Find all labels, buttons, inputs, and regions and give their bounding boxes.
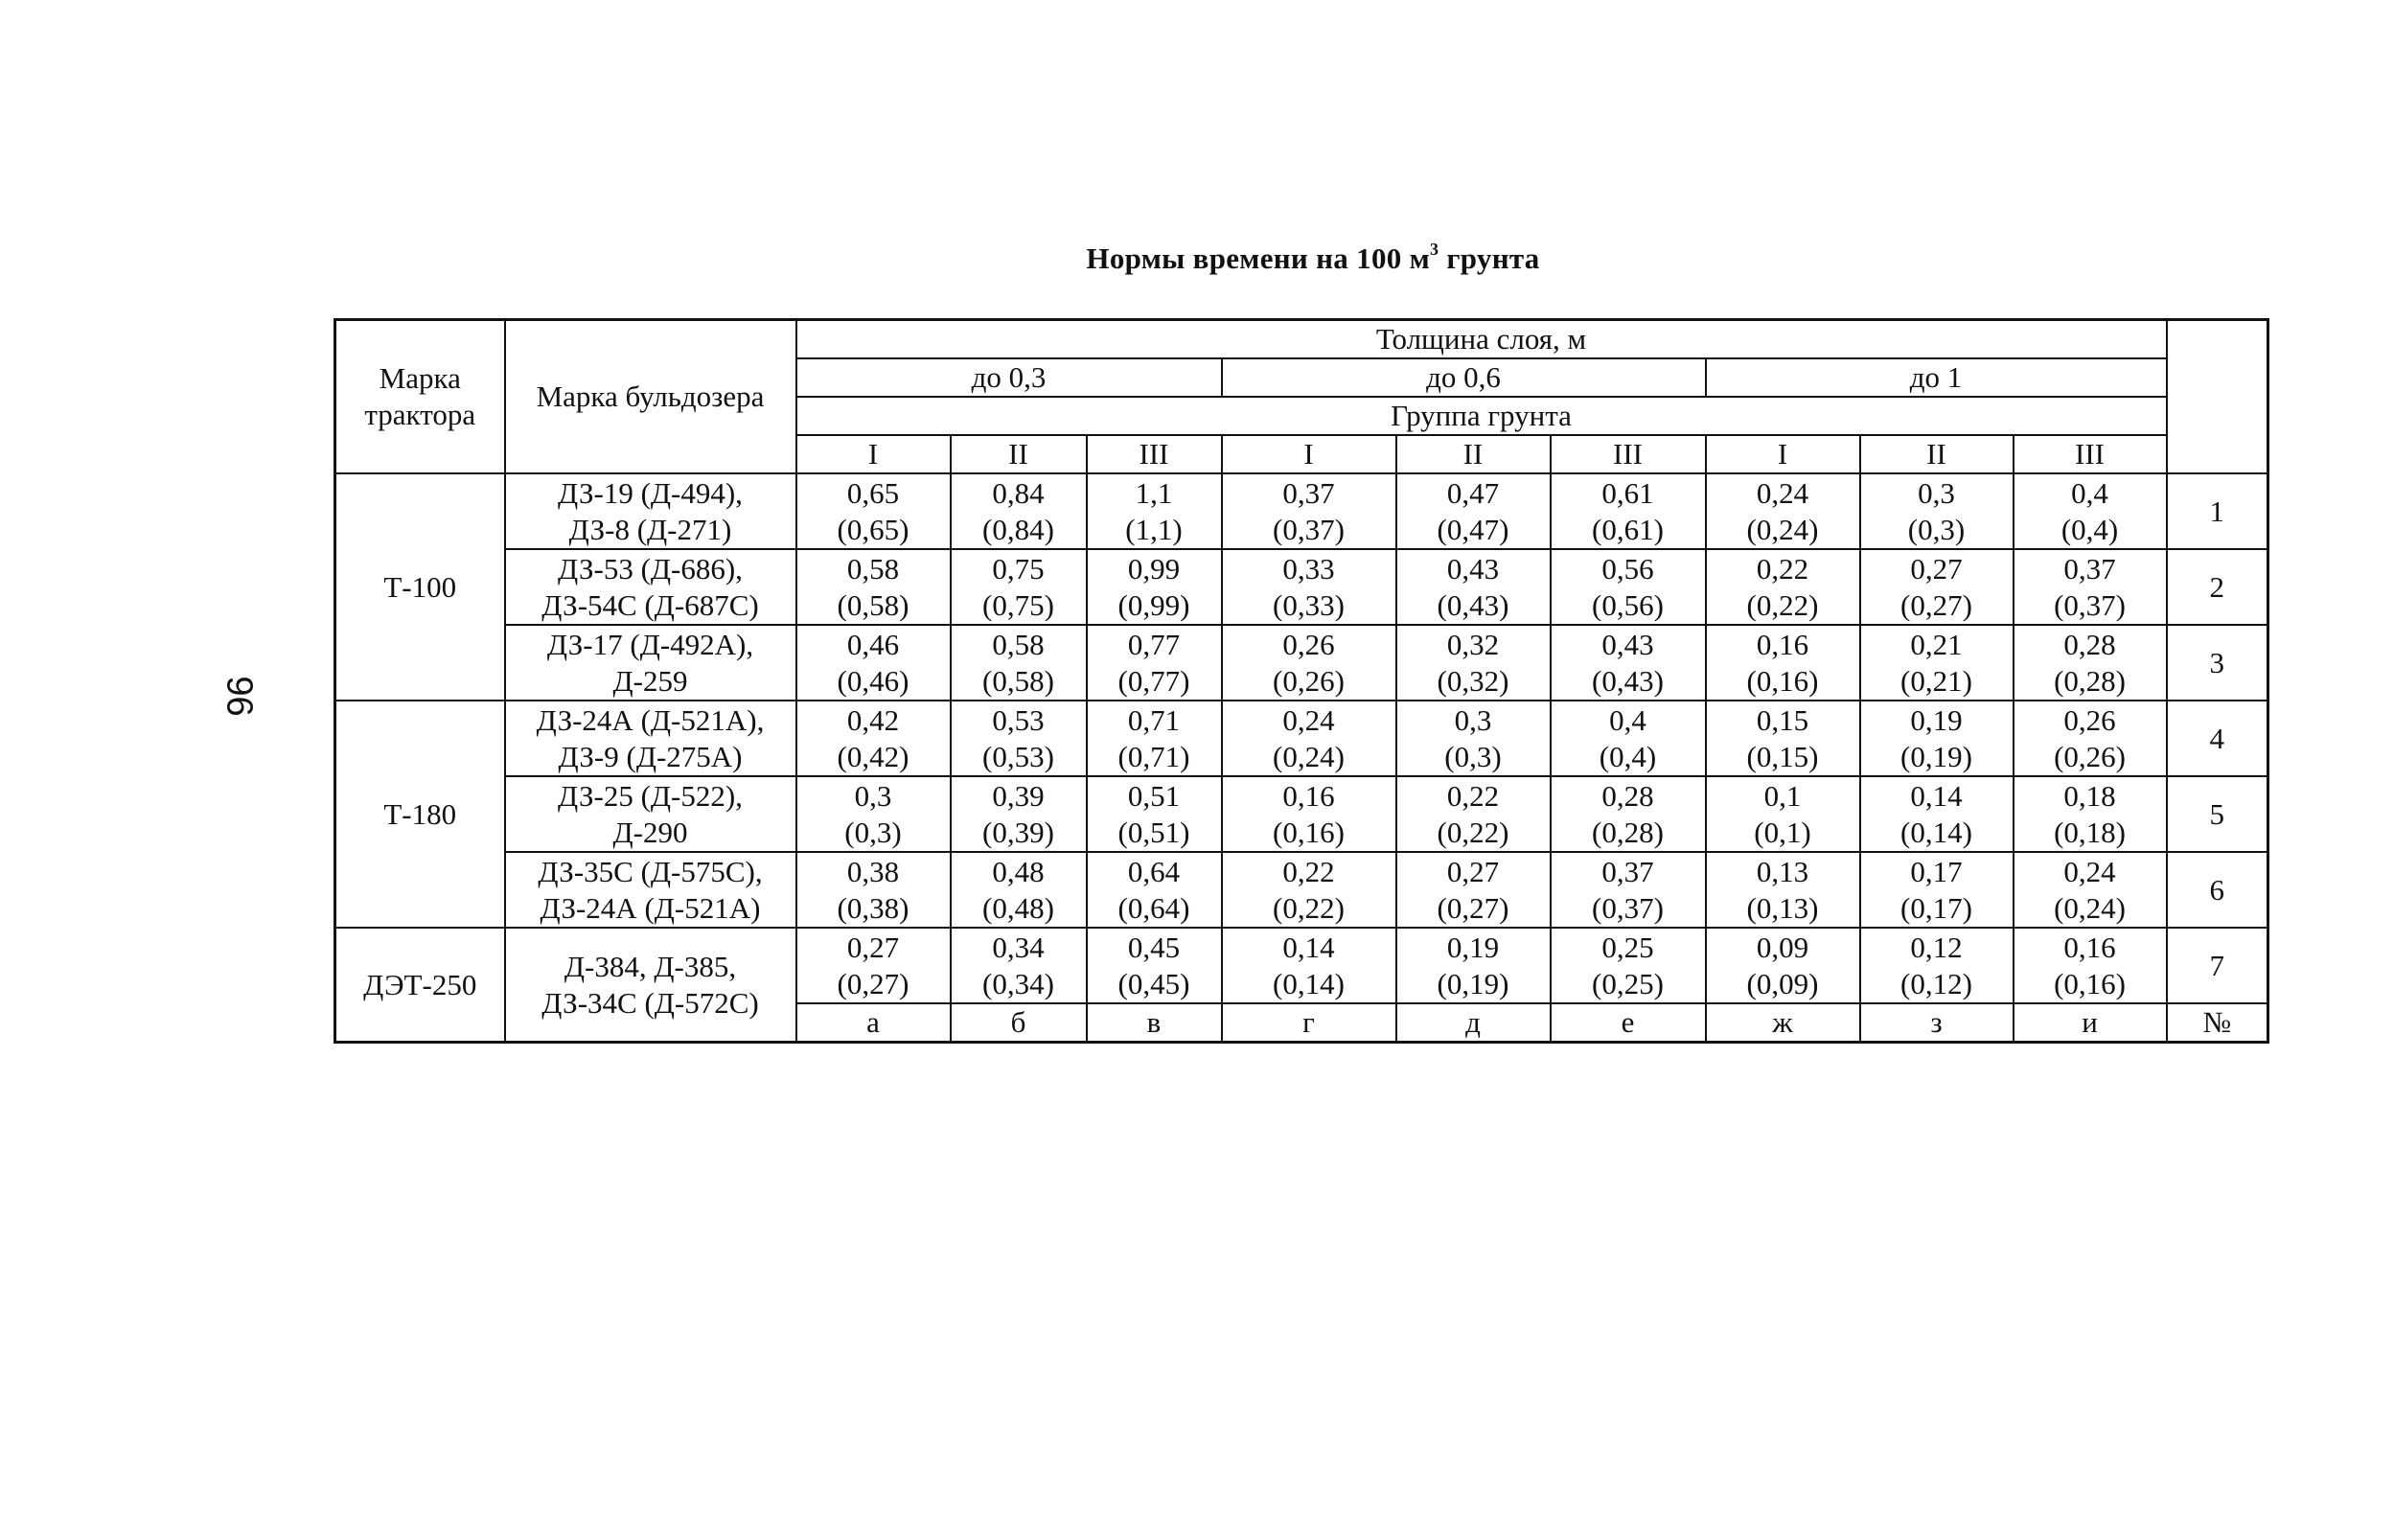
table-row — [335, 928, 2268, 1003]
norm-value-paren: (0,17) — [1900, 890, 1972, 925]
column-letter-cell: г — [1222, 1003, 1396, 1043]
norm-value-paren: (0,19) — [1437, 966, 1509, 1000]
column-letter-cell: ж — [1706, 1003, 1860, 1043]
norm-value: 0,64 — [1127, 854, 1181, 888]
header-no-column — [2167, 320, 2268, 474]
bulldozer-brand-line: Д-259 — [612, 663, 688, 698]
row-number-cell: 3 — [2167, 625, 2268, 701]
norm-value-paren: (0,26) — [1273, 663, 1345, 698]
norm-value: 0,53 — [992, 702, 1045, 737]
norm-value-cell — [2014, 625, 2167, 701]
norm-value: 0,77 — [1127, 627, 1181, 661]
norm-value: 0,16 — [2063, 930, 2116, 964]
norm-value-paren: (0,99) — [1117, 587, 1190, 622]
header-tractor-brand: Марка трактора — [335, 320, 505, 474]
norm-value-cell — [1222, 852, 1396, 928]
table-row — [335, 549, 2268, 625]
norm-value-paren: (1,1) — [1125, 512, 1183, 546]
norm-value-cell — [951, 701, 1087, 776]
bulldozer-brand-line: ДЗ-25 (Д-522), — [558, 778, 743, 813]
norm-value-paren: (0,12) — [1900, 966, 1972, 1000]
norm-value-paren: (0,27) — [837, 966, 909, 1000]
norm-value-paren: (0,21) — [1900, 663, 1972, 698]
norm-value: 0,1 — [1763, 778, 1802, 813]
norm-value: 0,24 — [2063, 854, 2116, 888]
header-soil-class: I — [796, 435, 951, 473]
norm-value-cell — [951, 473, 1087, 549]
norm-value-cell — [1551, 776, 1706, 852]
norm-value-paren: (0,45) — [1117, 966, 1190, 1000]
bulldozer-brand-line: ДЗ-53 (Д-686), — [558, 551, 743, 586]
norm-value-cell — [796, 928, 951, 1003]
norm-value-cell — [796, 701, 951, 776]
table-title — [0, 241, 2394, 276]
norm-value-cell — [1396, 473, 1551, 549]
norm-value: 0,37 — [1601, 854, 1654, 888]
row-number-cell: 2 — [2167, 549, 2268, 625]
norm-value: 0,65 — [846, 475, 900, 510]
norm-value: 0,27 — [846, 930, 900, 964]
column-letter-cell: и — [2014, 1003, 2167, 1043]
norm-value: 0,26 — [1282, 627, 1335, 661]
norm-value-paren: (0,43) — [1437, 587, 1509, 622]
norm-value: 0,71 — [1127, 702, 1181, 737]
norm-value: 0,84 — [992, 475, 1045, 510]
header-soil-class: I — [1706, 435, 1860, 473]
header-soil-class: III — [1551, 435, 1706, 473]
norm-value: 0,32 — [1446, 627, 1500, 661]
norm-value: 0,37 — [2063, 551, 2116, 586]
norm-value-paren: (0,3) — [1907, 512, 1966, 546]
norm-value-paren: (0,51) — [1117, 815, 1190, 849]
tractor-brand-cell: Т-180 — [335, 701, 505, 928]
norm-value-cell — [1396, 701, 1551, 776]
norm-value-cell — [1551, 549, 1706, 625]
norm-value-paren: (0,26) — [2054, 739, 2126, 773]
bulldozer-brand-line: ДЗ-24А (Д-521А) — [540, 890, 761, 925]
norm-value: 0,12 — [1910, 930, 1963, 964]
bulldozer-brand-line: ДЗ-19 (Д-494), — [558, 475, 743, 510]
norm-value-cell — [951, 549, 1087, 625]
norm-value-cell — [796, 852, 951, 928]
bulldozer-brand-cell — [505, 701, 796, 776]
header-row-1 — [335, 320, 2268, 359]
row-number-cell: 1 — [2167, 473, 2268, 549]
norm-value-cell — [1706, 473, 1860, 549]
bulldozer-brand-line: ДЗ-9 (Д-275А) — [558, 739, 743, 773]
bulldozer-brand-cell — [505, 473, 796, 549]
norm-value: 0,3 — [854, 778, 892, 813]
norm-value-cell — [1087, 701, 1222, 776]
norm-value-paren: (0,47) — [1437, 512, 1509, 546]
norm-value-cell — [1396, 852, 1551, 928]
header-soil-class: III — [2014, 435, 2167, 473]
norm-value-paren: (0,4) — [1599, 739, 1657, 773]
norm-value-paren: (0,84) — [982, 512, 1054, 546]
norm-value-paren: (0,16) — [1746, 663, 1819, 698]
norm-value-cell — [1860, 701, 2014, 776]
title-superscript: 3 — [1430, 240, 1439, 259]
column-letter-cell: е — [1551, 1003, 1706, 1043]
norm-value: 0,19 — [1910, 702, 1963, 737]
norm-value-cell — [1222, 549, 1396, 625]
norm-value-paren: (0,22) — [1273, 890, 1345, 925]
norm-value-cell — [1860, 625, 2014, 701]
bulldozer-brand-cell — [505, 776, 796, 852]
norm-value-paren: (0,33) — [1273, 587, 1345, 622]
norm-value: 1,1 — [1135, 475, 1173, 510]
norm-value-cell — [1551, 473, 1706, 549]
norm-value-paren: (0,48) — [982, 890, 1054, 925]
norm-value: 0,4 — [2071, 475, 2108, 510]
norm-value: 0,39 — [992, 778, 1045, 813]
table-row — [335, 701, 2268, 776]
norm-value-paren: (0,18) — [2054, 815, 2126, 849]
norm-value-paren: (0,39) — [982, 815, 1054, 849]
header-soil-class: II — [1396, 435, 1551, 473]
norm-value-cell — [1706, 625, 1860, 701]
norm-value: 0,75 — [992, 551, 1045, 586]
row-number-cell: 7 — [2167, 928, 2268, 1003]
bulldozer-brand-line: ДЗ-34С (Д-572С) — [541, 985, 759, 1020]
norm-value-paren: (0,14) — [1273, 966, 1345, 1000]
norm-value-cell — [2014, 473, 2167, 549]
bulldozer-brand-line: Д-290 — [612, 815, 688, 849]
norm-value: 0,42 — [846, 702, 900, 737]
norm-value: 0,43 — [1601, 627, 1654, 661]
header-soil-class: II — [1860, 435, 2014, 473]
norm-value: 0,09 — [1756, 930, 1809, 964]
norm-value-paren: (0,25) — [1592, 966, 1664, 1000]
column-letter-cell: з — [1860, 1003, 2014, 1043]
norm-value: 0,25 — [1601, 930, 1654, 964]
norm-value-cell — [1551, 928, 1706, 1003]
row-number-cell: 6 — [2167, 852, 2268, 928]
norm-value: 0,16 — [1756, 627, 1809, 661]
norm-value-cell — [1860, 549, 2014, 625]
norm-value: 0,27 — [1910, 551, 1963, 586]
norm-value-cell — [796, 776, 951, 852]
bulldozer-brand-line: ДЗ-54С (Д-687С) — [541, 587, 759, 622]
bulldozer-brand-line: ДЗ-17 (Д-492А), — [546, 627, 754, 661]
norm-value: 0,34 — [992, 930, 1045, 964]
bulldozer-brand-line: ДЗ-24А (Д-521А), — [536, 702, 765, 737]
norm-value-paren: (0,27) — [1900, 587, 1972, 622]
norm-value-cell — [1551, 625, 1706, 701]
norm-value-paren: (0,16) — [1273, 815, 1345, 849]
norm-value-cell — [1396, 776, 1551, 852]
norm-value: 0,18 — [2063, 778, 2116, 813]
norm-value-cell — [1706, 701, 1860, 776]
table-row — [335, 625, 2268, 701]
norm-value: 0,58 — [992, 627, 1045, 661]
norm-value-cell — [1860, 776, 2014, 852]
norm-value: 0,37 — [1282, 475, 1335, 510]
norm-value-cell — [1087, 776, 1222, 852]
bulldozer-brand-cell — [505, 928, 796, 1043]
norm-value-cell — [1860, 473, 2014, 549]
norm-value-cell — [1087, 549, 1222, 625]
norm-value-cell — [1222, 701, 1396, 776]
norm-value-cell — [796, 625, 951, 701]
norm-value-cell — [1087, 473, 1222, 549]
norm-value: 0,56 — [1601, 551, 1654, 586]
norm-value: 0,22 — [1446, 778, 1500, 813]
norm-value-cell — [1706, 928, 1860, 1003]
norm-value-paren: (0,58) — [982, 663, 1054, 698]
norm-value-cell — [1396, 928, 1551, 1003]
norm-value-cell — [2014, 776, 2167, 852]
norm-value: 0,28 — [2063, 627, 2116, 661]
norm-value-paren: (0,37) — [2054, 587, 2126, 622]
norm-value-cell — [1860, 852, 2014, 928]
norm-value-cell — [1222, 776, 1396, 852]
norm-value-cell — [1087, 625, 1222, 701]
norm-value-paren: (0,77) — [1117, 663, 1190, 698]
norm-value-paren: (0,53) — [982, 739, 1054, 773]
norm-value: 0,99 — [1127, 551, 1181, 586]
header-thickness-group: до 1 — [1706, 358, 2167, 397]
norm-value-cell — [1860, 928, 2014, 1003]
norm-value-cell — [2014, 928, 2167, 1003]
norm-value-cell — [1087, 852, 1222, 928]
norm-value: 0,24 — [1282, 702, 1335, 737]
norm-value-paren: (0,27) — [1437, 890, 1509, 925]
norm-value-paren: (0,58) — [837, 587, 909, 622]
column-letter-cell: д — [1396, 1003, 1551, 1043]
bulldozer-brand-line: ДЗ-8 (Д-271) — [568, 512, 732, 546]
norm-value-paren: (0,56) — [1592, 587, 1664, 622]
bulldozer-brand-line: Д-384, Д-385, — [564, 949, 737, 983]
norm-value-paren: (0,24) — [1273, 739, 1345, 773]
norm-value-paren: (0,15) — [1746, 739, 1819, 773]
tractor-brand-cell: ДЭТ-250 — [335, 928, 505, 1043]
norm-value: 0,21 — [1910, 627, 1963, 661]
norm-value: 0,16 — [1282, 778, 1335, 813]
norm-value-paren: (0,3) — [844, 815, 902, 849]
norm-value-cell — [2014, 701, 2167, 776]
norm-value: 0,17 — [1910, 854, 1963, 888]
norm-value-cell — [1087, 928, 1222, 1003]
column-letter-cell: а — [796, 1003, 951, 1043]
norm-value-cell — [951, 776, 1087, 852]
norms-table — [334, 318, 2269, 1044]
header-soil-class: III — [1087, 435, 1222, 473]
header-soil-group: Группа грунта — [796, 397, 2167, 435]
norm-value-cell — [2014, 549, 2167, 625]
norm-value: 0,48 — [992, 854, 1045, 888]
norm-value: 0,46 — [846, 627, 900, 661]
norm-value-paren: (0,75) — [982, 587, 1054, 622]
norm-value-paren: (0,13) — [1746, 890, 1819, 925]
header-layer-thickness: Толщина слоя, м — [796, 320, 2167, 359]
no-label-cell: № — [2167, 1003, 2268, 1043]
title-text: Нормы времени на 100 м — [1086, 241, 1431, 275]
norm-value-paren: (0,22) — [1746, 587, 1819, 622]
bulldozer-brand-cell — [505, 549, 796, 625]
norm-value: 0,27 — [1446, 854, 1500, 888]
norm-value-paren: (0,34) — [982, 966, 1054, 1000]
norm-value-cell — [796, 549, 951, 625]
norm-value-paren: (0,37) — [1592, 890, 1664, 925]
norm-value-paren: (0,19) — [1900, 739, 1972, 773]
table-row — [335, 473, 2268, 549]
norm-value: 0,47 — [1446, 475, 1500, 510]
title-suffix: грунта — [1439, 241, 1540, 275]
norm-value: 0,33 — [1282, 551, 1335, 586]
norm-value-paren: (0,65) — [837, 512, 909, 546]
norm-value-paren: (0,37) — [1273, 512, 1345, 546]
norm-value-paren: (0,46) — [837, 663, 909, 698]
tractor-brand-cell: Т-100 — [335, 473, 505, 701]
bulldozer-brand-cell — [505, 852, 796, 928]
norm-value-cell — [1551, 701, 1706, 776]
norm-value-cell — [1706, 776, 1860, 852]
norm-value-paren: (0,71) — [1117, 739, 1190, 773]
norm-value-cell — [1222, 473, 1396, 549]
header-soil-class: I — [1222, 435, 1396, 473]
norm-value-paren: (0,61) — [1592, 512, 1664, 546]
norm-value-cell — [1706, 549, 1860, 625]
norm-value-paren: (0,3) — [1444, 739, 1502, 773]
bulldozer-brand-line: ДЗ-35С (Д-575С), — [538, 854, 763, 888]
norm-value: 0,22 — [1282, 854, 1335, 888]
norm-value-paren: (0,38) — [837, 890, 909, 925]
norm-value-cell — [2014, 852, 2167, 928]
norm-value-paren: (0,24) — [2054, 890, 2126, 925]
norm-value-paren: (0,28) — [2054, 663, 2126, 698]
norm-value-cell — [1551, 852, 1706, 928]
norm-value: 0,43 — [1446, 551, 1500, 586]
norm-value-cell — [1396, 625, 1551, 701]
norm-value-cell — [951, 625, 1087, 701]
norm-value-paren: (0,32) — [1437, 663, 1509, 698]
norm-value-paren: (0,43) — [1592, 663, 1664, 698]
column-letter-cell: в — [1087, 1003, 1222, 1043]
norm-value: 0,51 — [1127, 778, 1181, 813]
norm-value: 0,26 — [2063, 702, 2116, 737]
norm-value: 0,58 — [846, 551, 900, 586]
table-row — [335, 852, 2268, 928]
row-number-cell: 4 — [2167, 701, 2268, 776]
norm-value-cell — [951, 928, 1087, 1003]
bulldozer-brand-cell — [505, 625, 796, 701]
norm-value-paren: (0,1) — [1754, 815, 1811, 849]
norm-value-paren: (0,64) — [1117, 890, 1190, 925]
norm-value-paren: (0,14) — [1900, 815, 1972, 849]
norm-value: 0,45 — [1127, 930, 1181, 964]
norm-value-paren: (0,28) — [1592, 815, 1664, 849]
header-bulldozer-brand: Марка бульдозера — [505, 320, 796, 474]
norm-value: 0,61 — [1601, 475, 1654, 510]
header-thickness-group: до 0,3 — [796, 358, 1222, 397]
norm-value-paren: (0,24) — [1746, 512, 1819, 546]
norm-value-cell — [1222, 928, 1396, 1003]
norm-value: 0,14 — [1910, 778, 1963, 813]
norm-value: 0,38 — [846, 854, 900, 888]
norm-value: 0,24 — [1756, 475, 1809, 510]
norm-value-cell — [796, 473, 951, 549]
norm-value-cell — [1396, 549, 1551, 625]
norm-value-cell — [951, 852, 1087, 928]
norm-value: 0,3 — [1918, 475, 1955, 510]
norm-value-paren: (0,16) — [2054, 966, 2126, 1000]
header-soil-class: II — [951, 435, 1087, 473]
header-thickness-group: до 0,6 — [1222, 358, 1706, 397]
norm-value: 0,22 — [1756, 551, 1809, 586]
norm-value: 0,28 — [1601, 778, 1654, 813]
table-row — [335, 776, 2268, 852]
norm-value: 0,4 — [1609, 702, 1646, 737]
norm-value: 0,13 — [1756, 854, 1809, 888]
norm-value-cell — [1222, 625, 1396, 701]
norm-value: 0,15 — [1756, 702, 1809, 737]
norm-value-cell — [1706, 852, 1860, 928]
column-letter-cell: б — [951, 1003, 1087, 1043]
norm-value-paren: (0,09) — [1746, 966, 1819, 1000]
norm-value: 0,14 — [1282, 930, 1335, 964]
row-number-cell: 5 — [2167, 776, 2268, 852]
norm-value-paren: (0,42) — [837, 739, 909, 773]
norm-value: 0,19 — [1446, 930, 1500, 964]
norm-value: 0,3 — [1454, 702, 1492, 737]
norm-value-paren: (0,4) — [2060, 512, 2119, 546]
page-number: 96 — [219, 676, 260, 717]
norm-value-paren: (0,22) — [1437, 815, 1509, 849]
